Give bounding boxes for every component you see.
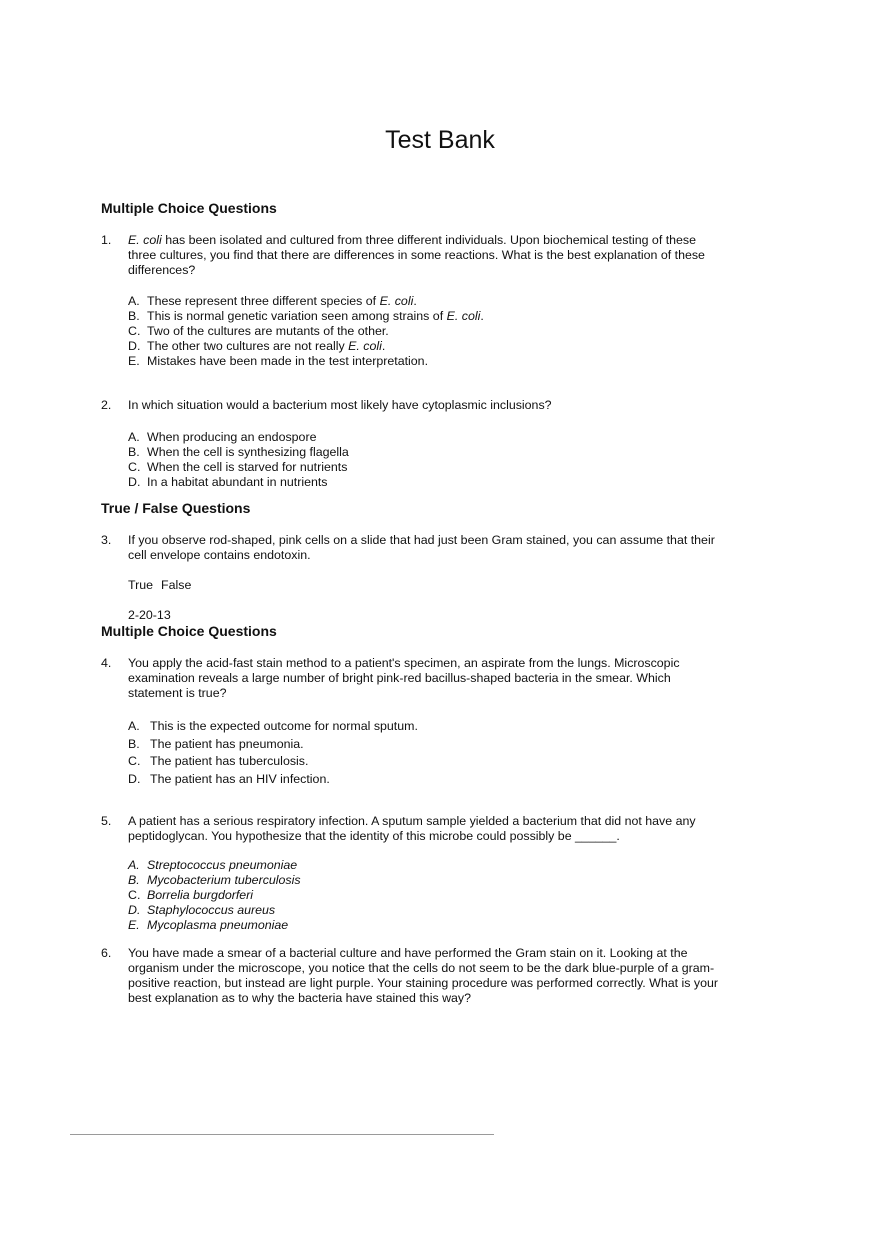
option-c: C. When the cell is starved for nutrients (128, 460, 348, 474)
option-a: A. When producing an endospore (128, 430, 317, 444)
true-false-answers (128, 578, 199, 592)
question-number: 2. (101, 398, 112, 412)
question-stem: You have made a smear of a bacterial culture and have performed the Gram stain on it. Looking at the organism under the microscope, you notice that the cells do not seem to be the dark blue-purple of a gram-positive reaction, but instead are light purple. Your staining procedure was performed correctly. What is your best explanation as to why the bacteria have stained this way? (128, 946, 719, 1005)
question-1-options (128, 294, 484, 369)
option-d: D. The patient has an HIV infection. (128, 771, 330, 786)
question-3 (101, 533, 721, 563)
question-stem: If you observe rod-shaped, pink cells on a slide that had just been Gram stained, you can assume that their cell envelope contains endotoxin. (128, 533, 715, 562)
section-heading-multiple-choice-2: Multiple Choice Questions (101, 623, 277, 639)
question-1 (101, 233, 721, 278)
option-b: B. Mycobacterium tuberculosis (128, 873, 301, 887)
option-a: A. Streptococcus pneumoniae (128, 858, 298, 872)
option-c: C. Borrelia burgdorferi (128, 888, 254, 902)
date-label: 2-20-13 (128, 608, 171, 622)
question-number: 4. (101, 656, 112, 670)
option-a: A. This is the expected outcome for normal sputum. (128, 719, 418, 733)
question-6 (101, 946, 721, 1006)
option-b: B. When the cell is synthesizing flagella (128, 445, 349, 459)
option-c: C. Two of the cultures are mutants of the other. (128, 324, 389, 338)
footer-divider (70, 1134, 494, 1135)
option-a: A. These represent three different species of E. coli. (128, 294, 417, 308)
question-number: 5. (101, 814, 112, 828)
question-number: 3. (101, 533, 112, 547)
option-e: E. Mycoplasma pneumoniae (128, 918, 289, 932)
question-stem: You apply the acid-fast stain method to a patient's specimen, an aspirate from the lungs. Microscopic examination reveals a large number of bright pink-red bacillus-shaped bacteria in the smear. Which statement is true? (128, 656, 680, 700)
option-e: E. Mistakes have been made in the test interpretation. (128, 354, 429, 368)
option-d: D. Staphylococcus aureus (128, 903, 276, 917)
question-2-options (128, 430, 349, 490)
question-4-options (128, 719, 418, 789)
option-b: B. This is normal genetic variation seen among strains of E. coli. (128, 309, 484, 323)
question-number: 6. (101, 946, 112, 960)
option-d: D. The other two cultures are not really E. coli. (128, 339, 386, 353)
option-d: D. In a habitat abundant in nutrients (128, 475, 328, 489)
section-heading-true-false: True / False Questions (101, 500, 251, 516)
question-stem: In which situation would a bacterium most likely have cytoplasmic inclusions? (128, 398, 552, 412)
question-4 (101, 656, 721, 701)
true-label: True (128, 578, 154, 592)
option-b: B. The patient has pneumonia. (128, 736, 304, 751)
section-heading-multiple-choice: Multiple Choice Questions (101, 200, 277, 216)
question-5-options (128, 858, 301, 933)
question-number: 1. (101, 233, 112, 247)
question-5 (101, 814, 721, 844)
question-stem: E. coli has been isolated and cultured from three different individuals. Upon biochemical testing of these three cultures, you find that there are differences in some reactions. What is the best explanation of these differences? (128, 233, 705, 277)
question-2 (101, 398, 721, 413)
page-title: Test Bank (385, 126, 495, 154)
question-stem: A patient has a serious respiratory infection. A sputum sample yielded a bacterium that did not have any peptidoglycan. You hypothesize that the identity of this microbe could possibly be ______. (128, 814, 696, 843)
option-c: C. The patient has tuberculosis. (128, 754, 309, 768)
false-label: False (161, 578, 192, 592)
